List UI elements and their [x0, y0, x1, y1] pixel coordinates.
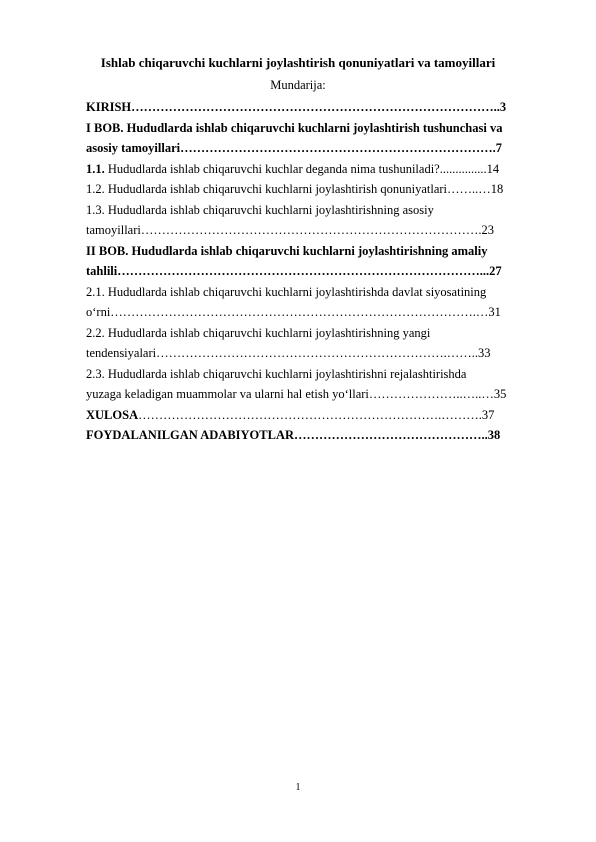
toc-entry-xulosa-label: XULOSA [86, 407, 139, 422]
toc-entry-2-1-line-1: 2.1. Hududlarda ishlab chiqaruvchi kuchlarni joylashtirishda davlat siyosatining [86, 284, 487, 299]
toc-entry-2-2-line-1: 2.2. Hududlarda ishlab chiqaruvchi kuchlarni joylashtirishning yangi [86, 325, 431, 340]
toc-entry-bibliography: FOYDALANILGAN ADABIYOTLAR………………………………………..38 [86, 428, 501, 442]
toc-entry-2-3-line-2: yuzaga keladigan muammolar va ularni hal etish yo‘llari…………………..…..…35 [86, 387, 507, 401]
toc-heading: Mundarija: [270, 78, 326, 92]
toc-entry-1-1 [86, 159, 560, 180]
toc-entry-xulosa-leader: ……………………………………………………………….……….37 [138, 407, 495, 422]
toc-entry-2-2-line-2: tendensiyalari…………………………………………………………….……..33 [86, 346, 491, 360]
toc-entry-1-3-line-2: tamoyillari……………………………………………………………………….23 [86, 223, 494, 237]
toc-entry-1-1-number: 1.1. [86, 161, 105, 176]
toc-entry-kirish: KIRISH……………………………………………………………………………..3 [86, 100, 507, 114]
toc-entry-2-1-line-2: o‘rni…………………………………………………………………………….…31 [86, 305, 501, 319]
document-title: Ishlab chiqaruvchi kuchlarni joylashtirish qonuniyatlari va tamoyillari [100, 55, 496, 70]
toc-entry-1-2: 1.2. Hududlarda ishlab chiqaruvchi kuchlarni joylashtirish qonuniyatlari……..…18 [86, 182, 504, 196]
toc-entry-1-3-line-1: 1.3. Hududlarda ishlab chiqaruvchi kuchlarni joylashtirishning asosiy [86, 202, 434, 217]
page-number: 1 [295, 782, 301, 793]
toc-entry-chapter-1-line-2: asosiy tamoyillari………………………………………………………………….7 [86, 141, 502, 155]
toc-entry-xulosa [86, 405, 560, 426]
toc-entry-chapter-2-line-2: tahlili……………………………………………………………………………...27 [86, 264, 502, 278]
toc-entry-2-3-line-1: 2.3. Hududlarda ishlab chiqaruvchi kuchlarni joylashtirishni rejalashtirishda [86, 366, 467, 381]
table-of-contents [86, 97, 560, 446]
toc-entry-chapter-1-line-1: I BOB. Hududlarda ishlab chiqaruvchi kuchlarni joylashtirish tushunchasi va [86, 120, 503, 135]
toc-entry-chapter-2-line-1: II BOB. Hududlarda ishlab chiqaruvchi kuchlarni joylashtirishning amaliy [86, 243, 488, 258]
toc-entry-1-1-text: Hududlarda ishlab chiqaruvchi kuchlar deganda nima tushuniladi?...............14 [104, 161, 500, 176]
